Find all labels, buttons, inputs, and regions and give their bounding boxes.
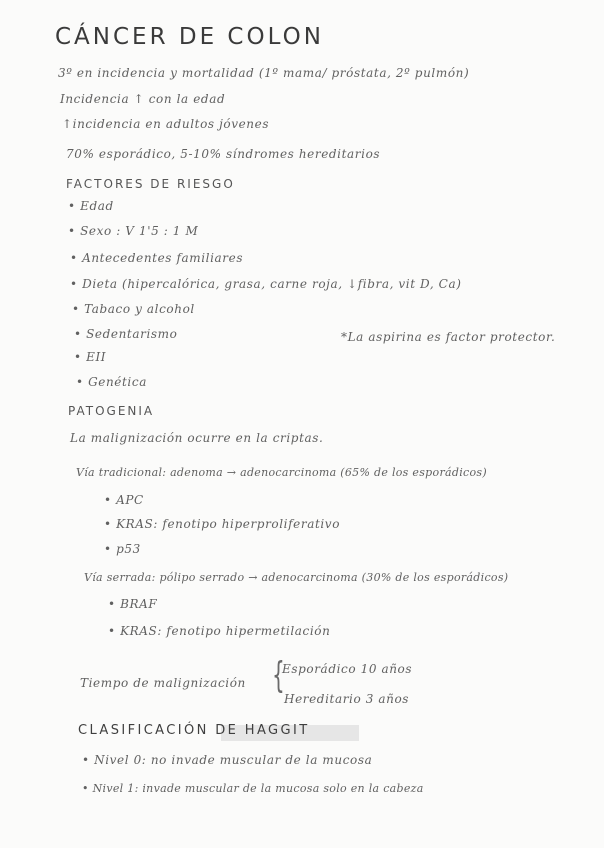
serrated-item: • KRAS: fenotipo hipermetilación [108, 624, 331, 638]
aspirin-note: *La aspirina es factor protector. [341, 330, 556, 344]
malignization-time-item: Hereditario 3 años [284, 692, 410, 706]
traditional-item: • KRAS: fenotipo hiperproliferativo [104, 517, 341, 531]
risk-factors-heading: FACTORES DE RIESGO [66, 177, 235, 191]
risk-item: • Sedentarismo [74, 327, 178, 341]
risk-item: • Genética [76, 375, 147, 389]
curly-brace-icon: { [272, 655, 285, 696]
risk-item: • Sexo : V 1'5 : 1 M [68, 224, 199, 238]
page-title: CÁNCER DE COLON [55, 24, 324, 50]
risk-item: • Tabaco y alcohol [72, 302, 195, 316]
risk-item: • Antecedentes familiares [70, 251, 244, 265]
traditional-pathway: Vía tradicional: adenoma → adenocarcinoma (65% de los esporádicos) [76, 466, 487, 479]
traditional-item: • APC [104, 493, 144, 507]
risk-item: • Edad [68, 199, 114, 213]
haggitt-level: • Nivel 1: invade muscular de la mucosa solo en la cabeza [82, 782, 424, 795]
intro-line-4: 70% esporádico, 5-10% síndromes hereditarios [66, 147, 381, 161]
pathogenesis-line: La malignización ocurre en la criptas. [70, 431, 324, 445]
pathogenesis-heading: PATOGENIA [68, 404, 155, 418]
intro-line-3: ↑incidencia en adultos jóvenes [62, 117, 270, 131]
risk-item: • Dieta (hipercalórica, grasa, carne roja, ↓fibra, vit D, Ca) [70, 277, 462, 291]
haggitt-level: • Nivel 0: no invade muscular de la mucosa [82, 753, 373, 767]
haggitt-heading: CLASIFICACIÓN DE HAGGIT [78, 723, 310, 738]
traditional-item: • p53 [104, 542, 141, 556]
intro-line-2: Incidencia ↑ con la edad [60, 92, 226, 106]
serrated-item: • BRAF [108, 597, 158, 611]
intro-line-1: 3º en incidencia y mortalidad (1º mama/ próstata, 2º pulmón) [58, 66, 470, 80]
malignization-time-label: Tiempo de malignización [80, 676, 246, 690]
risk-item: • EII [74, 350, 107, 364]
malignization-time-item: Esporádico 10 años [282, 662, 413, 676]
serrated-pathway: Vía serrada: pólipo serrado → adenocarcinoma (30% de los esporádicos) [84, 571, 509, 584]
